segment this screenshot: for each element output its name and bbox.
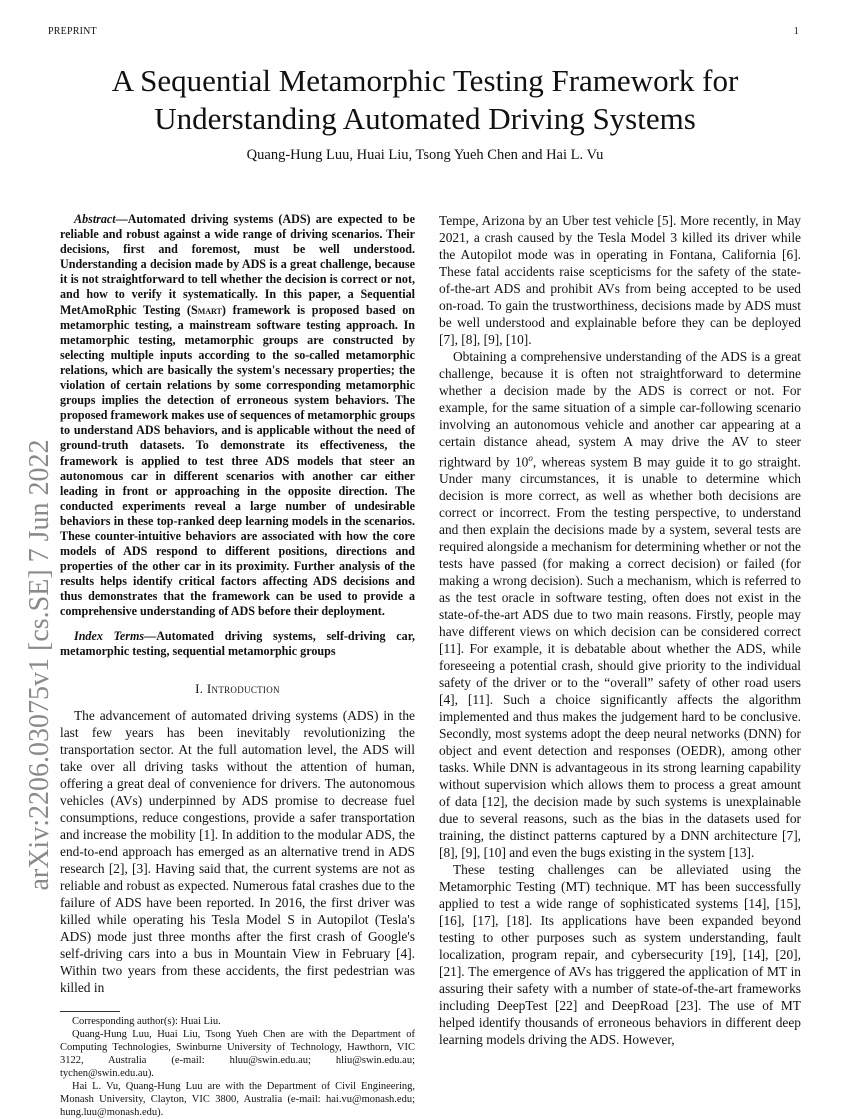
title-line-1: A Sequential Metamorphic Testing Framework for <box>111 63 739 98</box>
abstract-text-1: —Automated driving systems (ADS) are expected to be reliable and robust against a wide range of driving scenarios. Their decisions, first and foremost, must be well understood. Understanding a decision made by ADS is a great challenge, because it is not straightforward to tell whether the decision is correct or not, and how to verify it systematically. In this paper, a Sequential MetAmoRphic Testing ( <box>60 212 415 317</box>
section-heading <box>60 681 415 697</box>
abstract-text-2: ) framework is proposed based on metamorphic testing, a mainstream software testing approach. In metamorphic testing, metamorphic groups are constructed by selecting multiple inputs according to the so-called metamorphic relations, which are basically the system's necessary properties; the violation of certain relations by some corresponding metamorphic groups implies the detection of erroneous system behaviors. The proposed framework makes use of sequences of metamorphic groups to understand ADS behaviors, and is applicable without the need of ground-truth datasets. To demonstrate its effectiveness, the framework is applied to test three ADS models that steer an autonomous car in different scenarios with another car either leading in front or approaching in the opposite direction. The conducted experiments reveal a large number of undesirable behaviors in these top-ranked deep learning models in the scenarios. These counter-intuitive behaviors are associated with how the core models of ADS respond to different positions, directions and properties of the other car in its proximity. Further analysis of the results helps identify critical factors affecting ADS decisions and thus demonstrates that the framework can be used to provide a comprehensive understanding of ADS before their deployment. <box>60 302 416 619</box>
index-terms <box>60 629 415 659</box>
section-number: I. <box>195 680 207 696</box>
smart-acronym: Smart <box>190 302 222 317</box>
degree-superscript: o <box>528 453 533 463</box>
intro-paragraph-1-cont: Tempe, Arizona by an Uber test vehicle [5]. More recently, in May 2021, a crash caused by the Tesla Model 3 killed its driver while the Autopilot mode was in operating in Fontana, California [6]. These fatal accidents raise scepticisms for the safety of the state-of-the-art ADS and prohibit AVs from being accepted to be used on-road. To gain the trustworthiness, decisions made by ADS must be well understood and explainable before they can be deployed [7], [8], [9], [10]. <box>439 213 801 347</box>
left-column <box>60 212 415 1119</box>
right-column <box>439 212 801 1048</box>
footnote-divider <box>60 1011 120 1012</box>
intro-paragraph-1: The advancement of automated driving systems (ADS) in the last few years has been inevitably revolutionizing the transportation sector. At the full automation level, the ADS will take over all driving tasks without the attention of human, offering a great deal of convenience for drivers. The autonomous vehicles (AVs) underpinned by ADS promise to decrease fuel consumptions, reduce congestions, provide a safer transportation and increase the mobility [1]. In addition to the modular ADS, the end-to-end approach has emerged as an alternative trend in ADS research [2], [3]. Having said that, the current systems are not as reliable and robust as expected. Numerous fatal crashes due to the failure of ADS have been reported. In 2016, the first driver was killed while operating his Tesla Model S in Autopilot (Tesla's ADS) mode just three months after the first crash of Google's self-driving cars into a bus in Mountain View in February [4]. Within two years from these accidents, the first pedestrian was killed in <box>60 707 415 995</box>
footnote-affiliation-2: Hai L. Vu, Quang-Hung Luu are with the Department of Civil Engineering, Monash University, Clayton, VIC 3800, Australia (e-mail: hai.vu@monash.edu; hung.luu@monash.edu). <box>60 1080 415 1118</box>
intro-paragraph-2 <box>439 348 801 861</box>
intro-paragraph-3: These testing challenges can be alleviated using the Metamorphic Testing (MT) technique. MT has been successfully applied to test a wide range of sophisticated systems [14], [15], [16], [17], [18]. Its applications have been expanded beyond testing to other purposes such as system understanding, fault localization, program repair, and cybersecurity [19], [14], [20], [21]. The emergence of AVs has triggered the application of MT in assuring their safety with a number of state-of-the-art frameworks including DeepTest [22] and DeepRoad [23]. The use of MT helped identify thousands of erroneous behaviors in different deep learning models driving the ADS. However, <box>439 862 801 1048</box>
intro-paragraph-2-part-a: Obtaining a comprehensive understanding of the ADS is a great challenge, because it is often not straightforward to determine whether a decision made by the ADS is correct or not. For example, for the same situation of a simple car-following scenario involving an autonomous vehicle and another car appearing at a certain distance ahead, system A may drive the AV to steer rightward by 10 <box>439 349 801 470</box>
footnote-corresponding: Corresponding author(s): Huai Liu. <box>72 1015 221 1027</box>
paper-title <box>60 62 790 138</box>
running-header: PREPRINT <box>48 26 97 37</box>
index-terms-text: —Automated driving systems, self-driving car, metamorphic testing, sequential metamorphic groups <box>60 628 415 658</box>
section-title: Introduction <box>206 680 280 696</box>
title-line-2: Understanding Automated Driving Systems <box>154 101 696 136</box>
intro-paragraph-2-part-b: , whereas system B may guide it to go straight. Under many circumstances, it is unable to determine which decision is more correct, as well as whether both decisions are correct or incorrect. From the testing perspective, to understand and then explain the decisions made by a system, several tests are required alongside a mechanism for determining whether or not the tests have passed (for making a correct decision) or failed (for making a wrong decision). Such a mechanism, which is referred to as the test oracle in software testing, often does not exist in the state-of-the-art ADS due to two main reasons. Firstly, people may have different views on which decision can be considered correct [11]. For example, it is debatable about whether the ADS, while foreseeing a potential crash, should give priority to the individual safety of the driver or to the “overall” safety of other road users [4], [11]. Such a choice significantly affects the algorithm implemented and thus makes the judgement hard to be conclusive. Secondly, most systems adopt the deep neural networks (DNN) for object and event detection and responses (OEDR), among other tasks. While DNN is advantageous in its strong learning capability without supervision which allows them to process a great amount of data [12], the decision made by such systems is unexplainable due to several reasons, such as the bias in the datasets used for training, the distinct patterns captured by a DNN architecture [7], [8], [9], [10] and even the bugs existing in the system [13]. <box>439 454 801 861</box>
page-number: 1 <box>793 26 799 37</box>
arxiv-stamp-text: arXiv:2206.03075v1 [cs.SE] 7 Jun 2022 <box>24 439 55 891</box>
footnote-affiliation-1: Quang-Hung Luu, Huai Liu, Tsong Yueh Chen are with the Department of Computing Technologies, Swinburne University of Technology, Hawthorn, VIC 3122, Australia (e-mail: hluu@swin.edu.au; hliu@swin.edu.au; tychen@swin.edu.au). <box>60 1028 415 1079</box>
abstract-label: Abstract <box>74 212 116 226</box>
index-terms-label: Index Terms <box>74 628 145 643</box>
author-list: Quang-Hung Luu, Huai Liu, Tsong Yueh Chen and Hai L. Vu <box>246 147 604 163</box>
abstract <box>60 212 415 620</box>
